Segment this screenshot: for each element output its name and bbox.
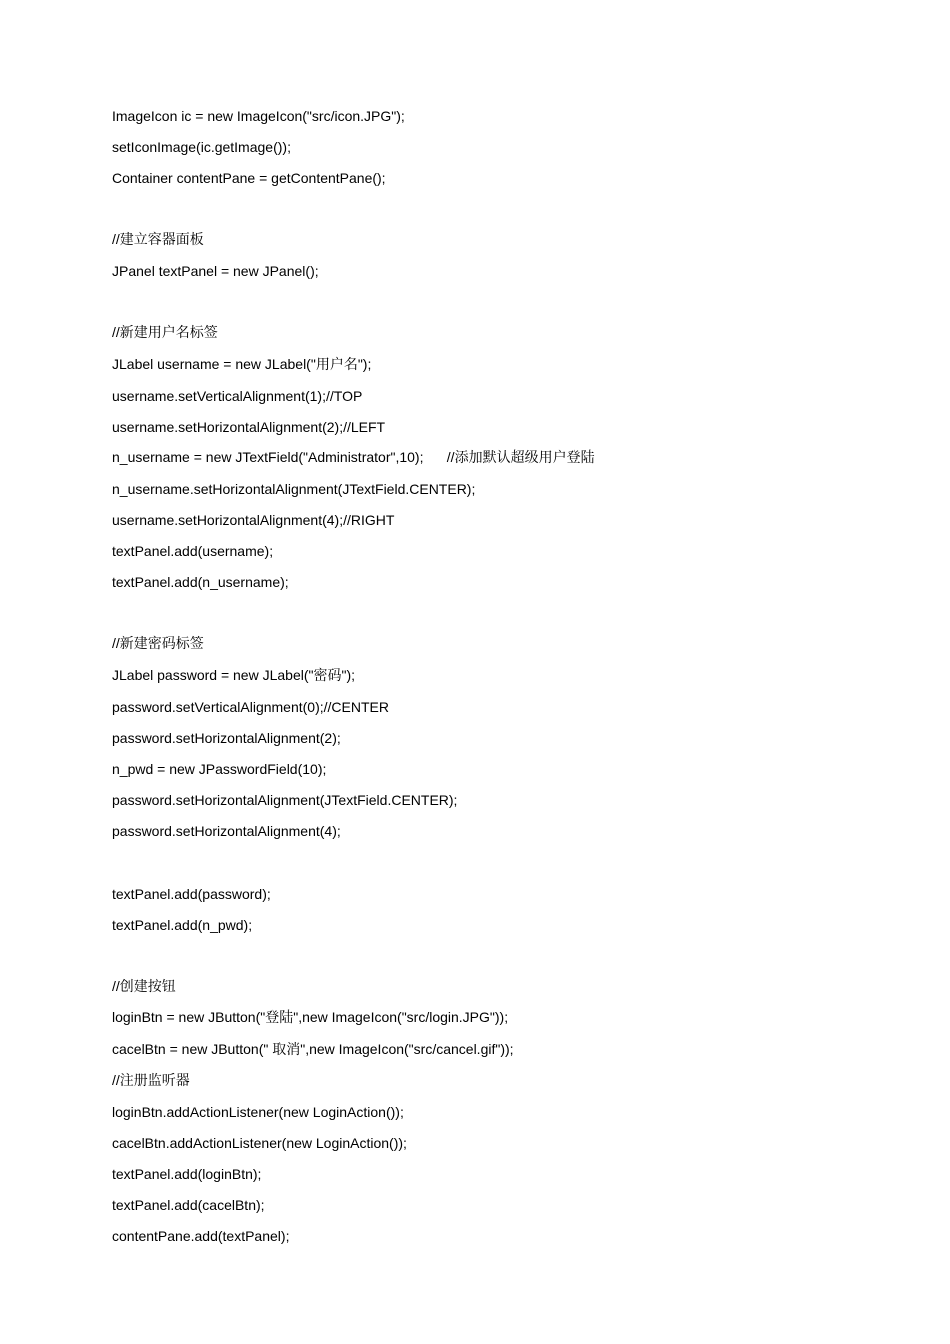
code-line: JPanel textPanel = new JPanel();: [112, 263, 319, 279]
code-line: username.setHorizontalAlignment(2);//LEFT: [112, 419, 386, 435]
code-line: password.setHorizontalAlignment(JTextField.CENTER);: [112, 792, 458, 808]
code-line: username.setVerticalAlignment(1);//TOP: [112, 388, 363, 404]
code-line: JLabel username = new JLabel("用户名");: [112, 356, 372, 372]
code-line: cacelBtn = new JButton(" 取消",new ImageIcon("src/cancel.gif"));: [112, 1041, 514, 1057]
code-line: textPanel.add(cacelBtn);: [112, 1197, 265, 1213]
code-line: ImageIcon ic = new ImageIcon("src/icon.JPG");: [112, 108, 405, 124]
code-line: password.setVerticalAlignment(0);//CENTER: [112, 699, 389, 715]
code-line: textPanel.add(username);: [112, 543, 274, 559]
code-line: JLabel password = new JLabel("密码");: [112, 667, 355, 683]
code-line: textPanel.add(n_pwd);: [112, 917, 253, 933]
code-line: loginBtn = new JButton("登陆",new ImageIcon("src/login.JPG"));: [112, 1009, 509, 1025]
code-line: Container contentPane = getContentPane();: [112, 170, 386, 186]
code-line: setIconImage(ic.getImage());: [112, 139, 291, 155]
code-line: textPanel.add(password);: [112, 886, 271, 902]
comment-line: //新建密码标签: [112, 635, 204, 651]
code-line: n_pwd = new JPasswordField(10);: [112, 761, 327, 777]
code-line: textPanel.add(loginBtn);: [112, 1166, 262, 1182]
code-line: cacelBtn.addActionListener(new LoginAction());: [112, 1135, 407, 1151]
code-line: textPanel.add(n_username);: [112, 574, 289, 590]
code-line: n_username.setHorizontalAlignment(JTextField.CENTER);: [112, 481, 476, 497]
code-line: password.setHorizontalAlignment(2);: [112, 730, 341, 746]
comment-line: //创建按钮: [112, 978, 176, 994]
code-line: n_username = new JTextField("Administrator",10); //添加默认超级用户登陆: [112, 449, 595, 465]
comment-line: //建立容器面板: [112, 231, 204, 247]
code-line: username.setHorizontalAlignment(4);//RIGHT: [112, 512, 395, 528]
code-line: password.setHorizontalAlignment(4);: [112, 823, 341, 839]
comment-line: //注册监听器: [112, 1072, 190, 1088]
code-line: loginBtn.addActionListener(new LoginAction());: [112, 1104, 404, 1120]
comment-line: //新建用户名标签: [112, 324, 218, 340]
code-line: contentPane.add(textPanel);: [112, 1228, 290, 1244]
